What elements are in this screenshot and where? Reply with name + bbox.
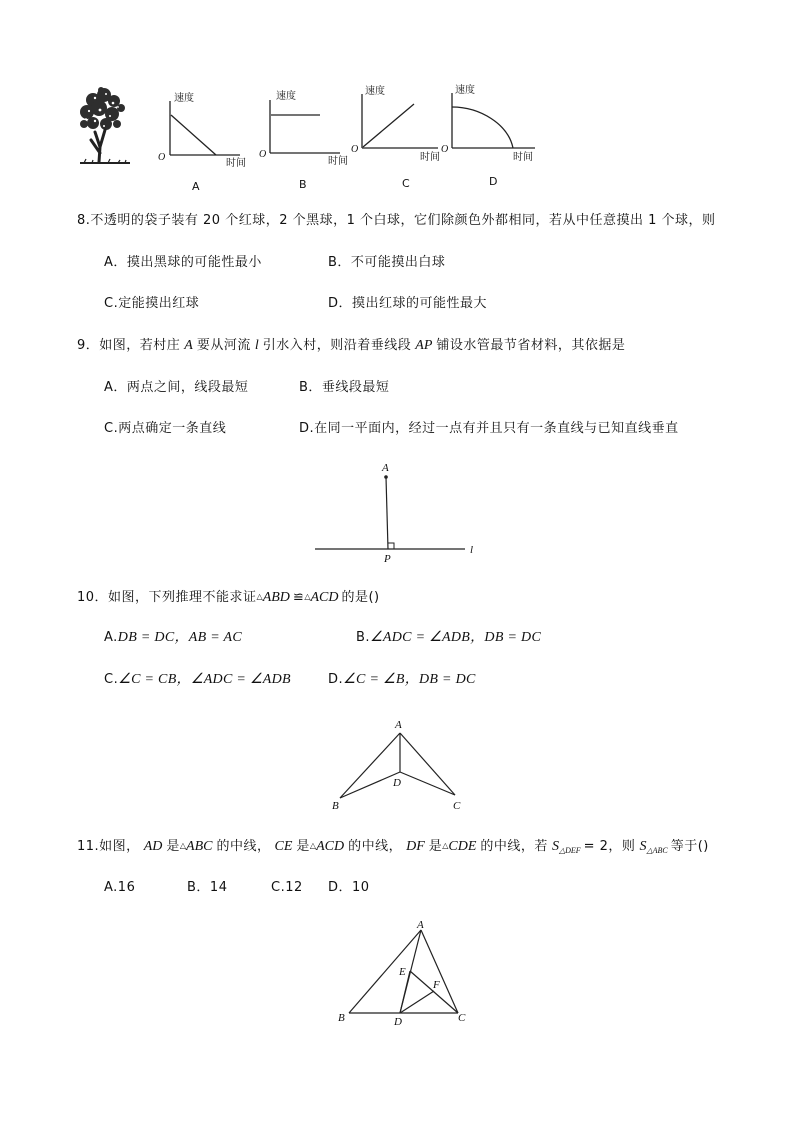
graph-option-d (441, 83, 535, 188)
variable-acd: ACD (316, 839, 345, 854)
question-11-option-d: D．10 (328, 880, 370, 895)
variable-l: l (254, 338, 259, 353)
label-c: C (458, 1012, 466, 1024)
question-9-option-b: B．垂线段最短 (299, 380, 390, 395)
subscript-abc: △ABC (646, 846, 668, 855)
subscript-def: △DEF (558, 846, 581, 855)
option-key: A. (104, 630, 118, 645)
variable-df: DF (406, 839, 425, 854)
question-10-stem (77, 589, 380, 606)
question-9-option-d: D.在同一平面内，经过一点有并且只有一条直线与已知直线垂直 (299, 421, 679, 436)
stem-text: 是 (296, 839, 310, 854)
segment-ec (410, 971, 458, 1013)
y-axis-label: 速度 (276, 91, 296, 102)
label-f: F (433, 979, 440, 991)
segment-bd (340, 772, 400, 798)
label-a: A (382, 462, 389, 474)
variable-acd: ACD (310, 590, 339, 605)
question-11-stem (77, 838, 709, 859)
option-body: ∠C = CB，∠ADC = ∠ADB (118, 672, 291, 687)
option-label: B (299, 178, 307, 191)
triangle-symbol: △ (179, 841, 187, 850)
label-a: A (417, 919, 424, 931)
triangle-symbol: △ (304, 592, 311, 601)
stem-text: 引水入村，则沿着垂线段 (262, 338, 412, 353)
x-axis-label: 时间 (226, 158, 246, 169)
stem-text: 10．如图，下列推理不能求证 (77, 590, 257, 605)
stem-text: 9．如图，若村庄 (77, 338, 181, 353)
question-10-labels (332, 719, 461, 812)
segment-dc (400, 772, 455, 795)
point-a-dot (384, 475, 388, 479)
option-body: ∠C = ∠B，DB = DC (343, 672, 476, 687)
stem-text: 要从河流 (196, 338, 251, 353)
option-label: C (402, 177, 410, 190)
congruent-symbol: ≌ (292, 590, 305, 605)
segment-ac (400, 733, 455, 795)
stem-text: 的中线，若 (480, 839, 548, 854)
option-label: A (192, 180, 200, 193)
label-d: D (394, 1016, 402, 1028)
x-axis-label: 时间 (513, 152, 533, 163)
label-b: B (338, 1012, 345, 1024)
question-11-option-b: B．14 (187, 880, 228, 895)
question-11-option-c: C.12 (271, 880, 303, 895)
option-key: D. (328, 672, 344, 687)
option-label: D (489, 175, 498, 188)
question-10-option-b (356, 630, 541, 646)
origin-label: O (441, 144, 449, 155)
question-8-stem: 8.不透明的袋子装有 20 个红球，2 个黑球，1 个白球，它们除颜色外都相同，若从中任意摸出 1 个球，则 (77, 213, 716, 228)
tree-illustration (80, 87, 130, 163)
variable-abc: ABC (186, 839, 213, 854)
option-key: B. (356, 630, 371, 645)
question-9-option-c: C.两点确定一条直线 (104, 421, 227, 436)
right-angle-mark (388, 543, 394, 549)
question-8-option-a: A．摸出黑球的可能性最小 (104, 255, 262, 270)
question-9-figure (315, 462, 473, 565)
y-axis-label: 速度 (455, 85, 475, 96)
question-11-option-a: A.16 (104, 880, 136, 895)
stem-text: 的中线， (348, 839, 403, 854)
stem-text: 铺设水管最节省材料，其依据是 (436, 338, 626, 353)
label-c: C (453, 800, 461, 812)
stem-text: 是 (166, 839, 180, 854)
question-10-option-d (328, 672, 476, 688)
label-b: B (332, 800, 339, 812)
question-10-option-c (104, 672, 291, 688)
variable-ap: AP (415, 338, 433, 353)
origin-label: O (259, 149, 267, 160)
stem-text: 是 (428, 839, 443, 854)
label-a: A (395, 719, 402, 731)
stem-text: 的是() (341, 590, 380, 605)
label-l: l (470, 544, 474, 556)
triangle-symbol: △ (442, 841, 449, 850)
speed-line (363, 104, 414, 147)
origin-label: O (351, 144, 359, 155)
variable-s: S (551, 839, 559, 854)
option-key: C. (104, 672, 119, 687)
question-10-option-a (104, 630, 242, 646)
variable-cde: CDE (448, 839, 477, 854)
triangle-symbol: △ (309, 841, 317, 850)
variable-a: A (184, 338, 193, 353)
x-axis-label: 时间 (420, 152, 440, 163)
stem-text: = 2，则 (583, 839, 636, 854)
variable-abd: ABD (262, 590, 290, 605)
label-e: E (399, 966, 406, 978)
speed-curve (452, 107, 513, 148)
variable-s: S (639, 839, 647, 854)
stem-text: 11.如图， (77, 839, 140, 854)
y-axis-label: 速度 (365, 86, 385, 97)
variable-ce: CE (274, 839, 293, 854)
y-axis-label: 速度 (174, 93, 194, 104)
question-8-option-d: D．摸出红球的可能性最大 (328, 296, 488, 311)
label-d: D (393, 777, 401, 789)
x-axis-label: 时间 (328, 156, 348, 167)
option-body: ∠ADC = ∠ADB，DB = DC (370, 630, 542, 645)
question-9-stem (77, 338, 625, 354)
graph-option-a (158, 91, 246, 193)
graph-option-c (351, 84, 440, 190)
question-9-option-a: A．两点之间，线段最短 (104, 380, 249, 395)
speed-line (171, 115, 216, 155)
segment-ca (421, 930, 458, 1013)
stem-text: 等于() (670, 839, 709, 854)
variable-ad: AD (143, 839, 163, 854)
label-p: P (384, 553, 391, 565)
origin-label: O (158, 152, 166, 163)
graph-option-b (259, 89, 348, 191)
option-body: DB = DC，AB = AC (117, 630, 243, 645)
question-8-option-c: C.定能摸出红球 (104, 296, 200, 311)
stem-text: 的中线， (216, 839, 271, 854)
triangle-symbol: △ (256, 592, 263, 601)
question-8-option-b: B．不可能摸出白球 (328, 255, 446, 270)
segment-ap (386, 477, 388, 549)
segment-ab (340, 733, 400, 798)
